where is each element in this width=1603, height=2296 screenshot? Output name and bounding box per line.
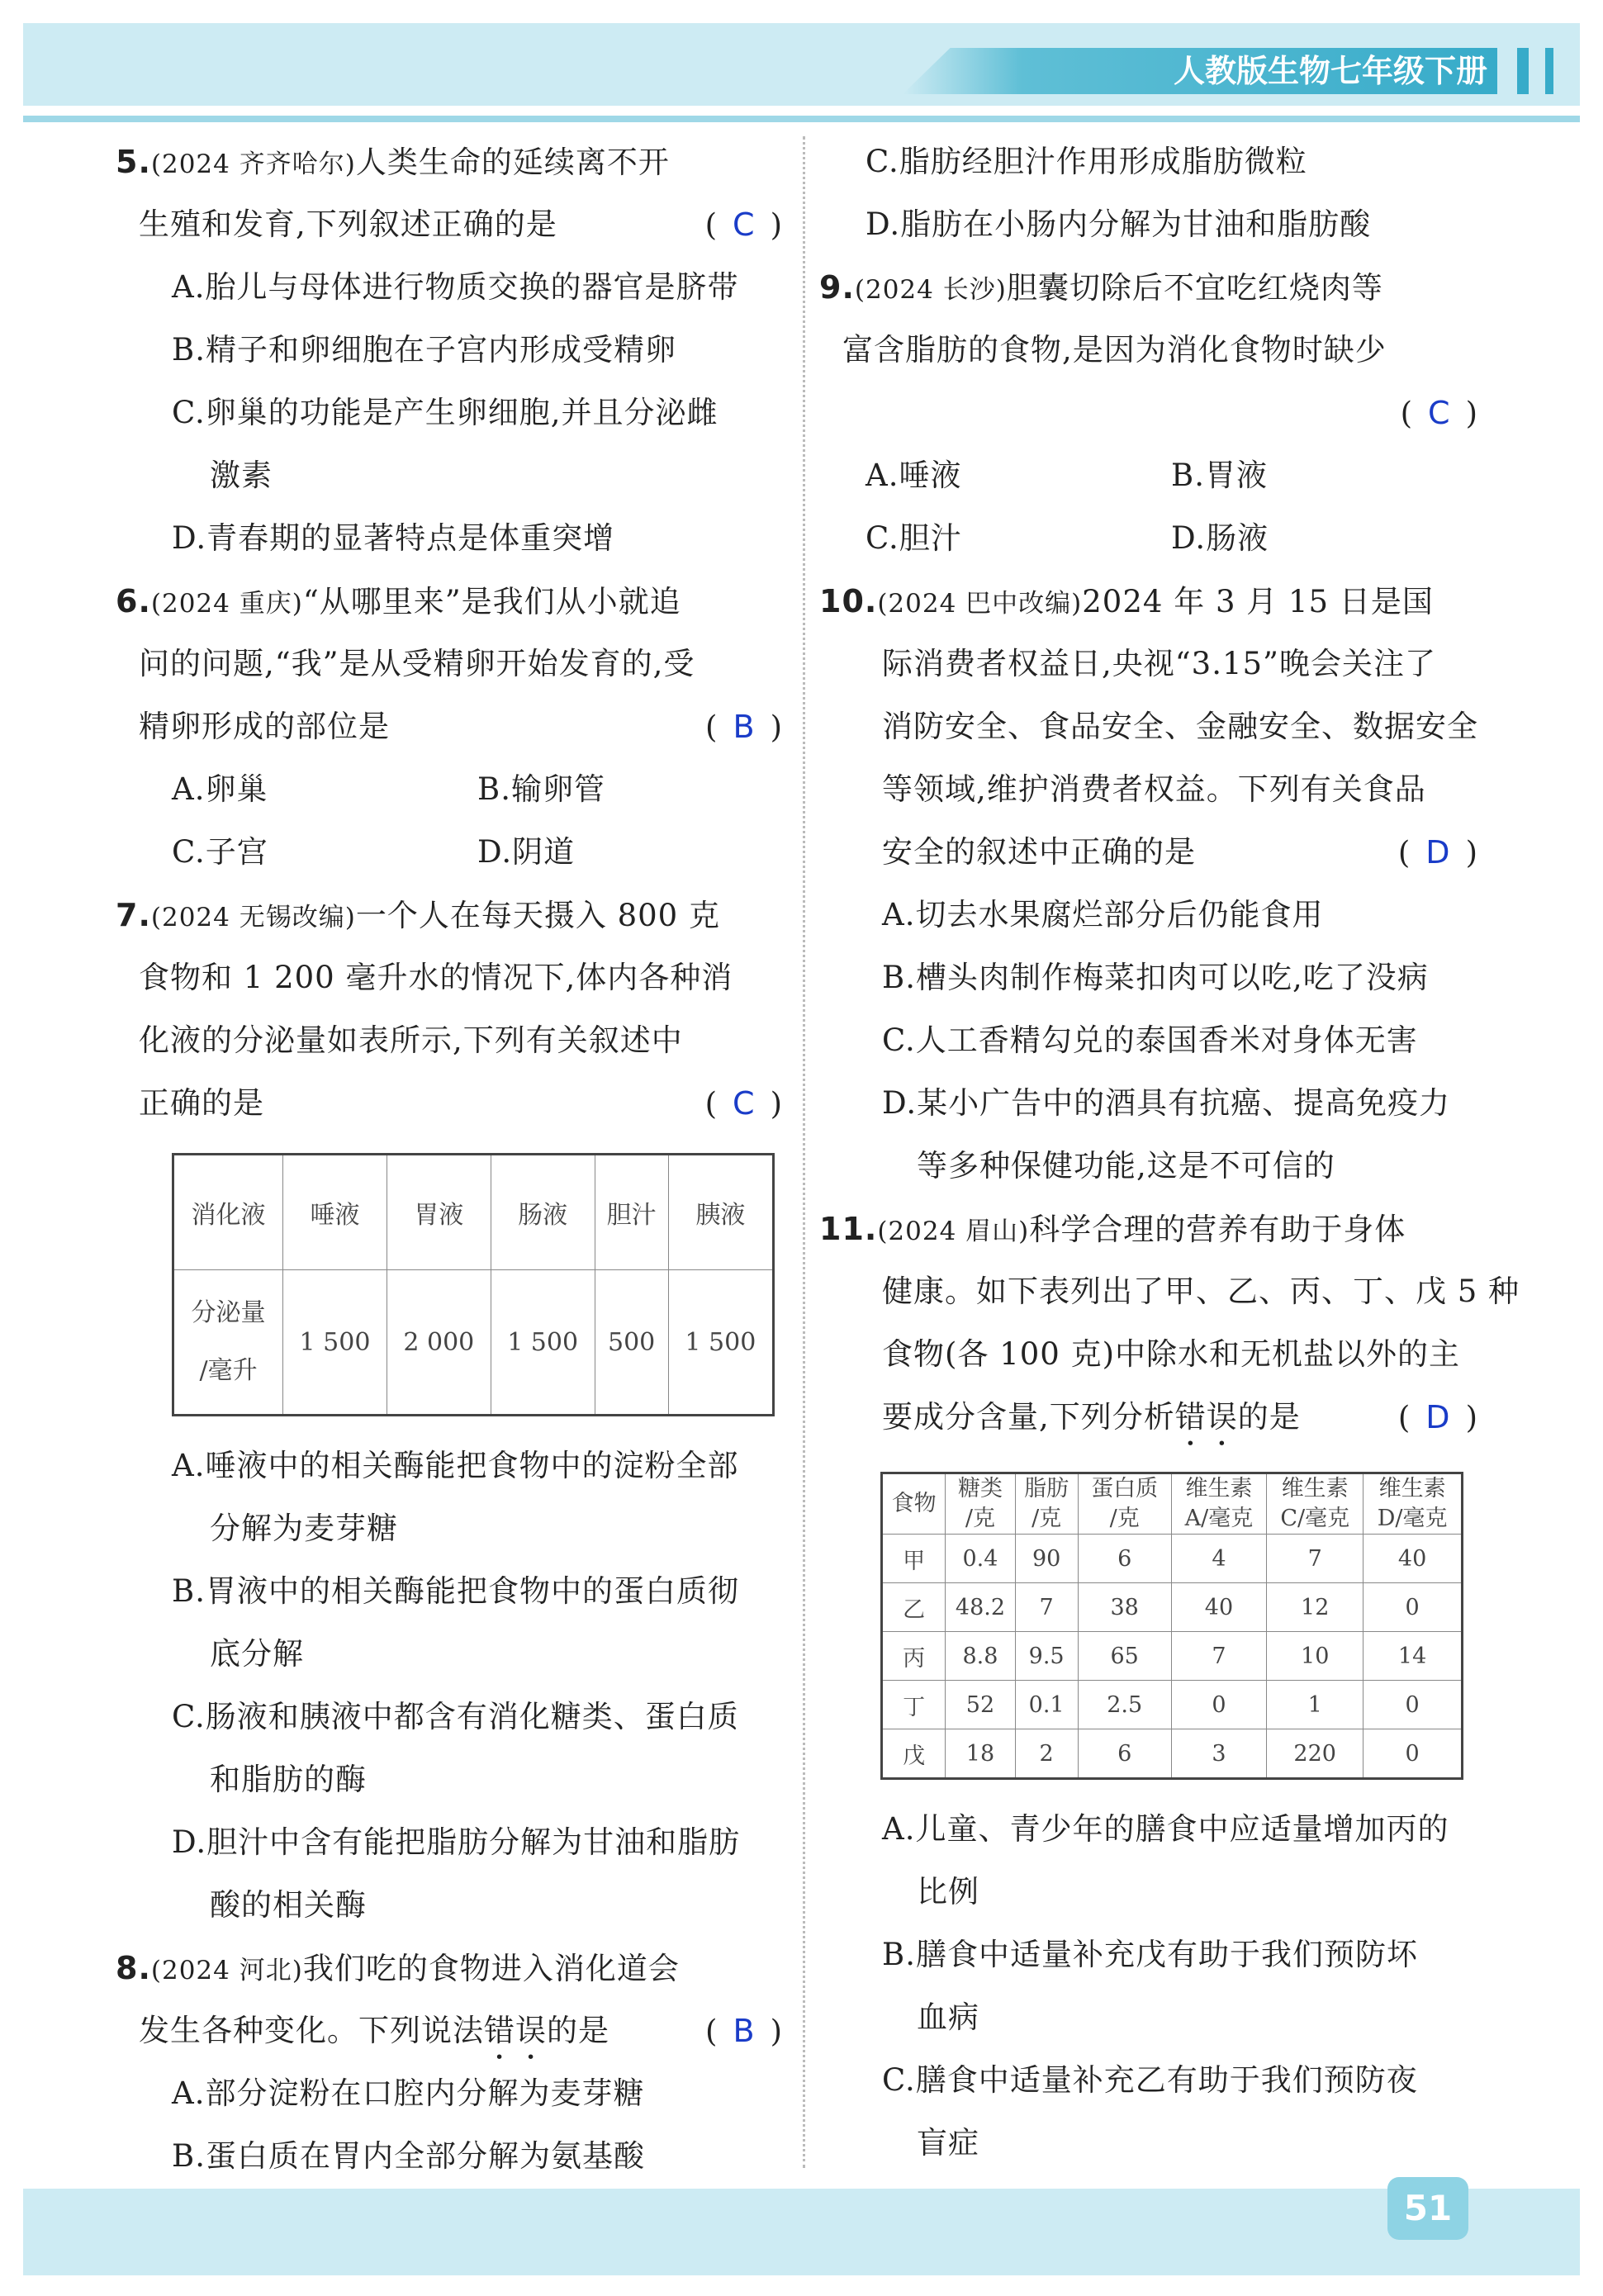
table-header: 胃液 <box>387 1155 491 1270</box>
option-b: B.输卵管 <box>477 771 605 807</box>
question-source: (2024 长沙) <box>854 275 1007 305</box>
question-text: 生殖和发育,下列叙述正确的是 <box>139 206 557 242</box>
question-number: 10. <box>819 583 878 619</box>
question-text: 正确的是 <box>139 1085 264 1121</box>
option-d: D.青春期的显著特点是体重突增 <box>172 520 615 556</box>
page-number: 51 <box>1387 2177 1468 2240</box>
table-cell: 18 <box>946 1729 1015 1779</box>
question-text: 发生各种变化。下列说法 <box>139 2013 484 2048</box>
question-source: (2024 无锡改编) <box>150 903 356 932</box>
question-text: 胆囊切除后不宜吃红烧肉等 <box>1006 270 1383 306</box>
table-cell: 38 <box>1078 1583 1171 1632</box>
table-cell: 3 <box>1171 1729 1266 1779</box>
question-text: 要成分含量,下列分析 <box>882 1399 1175 1435</box>
option-c: C.人工香精勾兑的泰国香米对身体无害 <box>882 1022 1418 1058</box>
table-header: 脂肪 /克 <box>1015 1473 1078 1535</box>
option-d-continued: 等多种保健功能,这是不可信的 <box>917 1148 1335 1184</box>
question-text: 消防安全、食品安全、金融安全、数据安全 <box>882 709 1478 744</box>
table-header: 消化液 <box>173 1155 283 1270</box>
answer-letter: B <box>733 709 756 745</box>
answer-letter: D <box>1425 834 1451 870</box>
table-cell: 7 <box>1015 1583 1078 1632</box>
table-cell: 500 <box>595 1270 668 1416</box>
option-a: A.唾液 <box>866 458 962 493</box>
question-text: 我们吃的食物进入消化道会 <box>302 1951 680 1986</box>
table-cell: 65 <box>1078 1632 1171 1681</box>
table-row-label: 分泌量 /毫升 <box>173 1270 283 1416</box>
table-row <box>882 1681 1463 1729</box>
question-text: 问的问题,“我”是从受精卵开始发育的,受 <box>139 646 695 681</box>
option-b-continued: 血病 <box>917 2000 979 2035</box>
table-cell: 6 <box>1078 1729 1171 1779</box>
option-b: B.蛋白质在胃内全部分解为氨基酸 <box>172 2138 645 2174</box>
question-9 <box>819 256 1478 570</box>
table-cell: 4 <box>1171 1535 1266 1583</box>
question-text: 化液的分泌量如表所示,下列有关叙述中 <box>139 1022 683 1058</box>
question-text: 一个人在每天摄入 800 克 <box>355 898 720 933</box>
option-d-continued: 酸的相关酶 <box>210 1887 367 1923</box>
food-nutrient-table <box>880 1472 1463 1780</box>
option-c: C.脂肪经胆汁作用形成脂肪微粒 <box>866 144 1307 179</box>
answer-bracket: ( C ) <box>704 206 783 243</box>
option-b: B.精子和卵细胞在子宫内形成受精卵 <box>172 332 676 368</box>
option-c: C.膳食中适量补充乙有助于我们预防夜 <box>882 2062 1418 2098</box>
left-column <box>116 130 783 2188</box>
table-cell: 0 <box>1363 1681 1463 1729</box>
table-row <box>882 1535 1463 1583</box>
question-source: (2024 齐齐哈尔) <box>150 149 356 179</box>
option-a-continued: 比例 <box>917 1874 979 1909</box>
header-band <box>23 23 1580 106</box>
answer-bracket: ( D ) <box>1397 834 1478 870</box>
option-c: C.胆汁 <box>866 520 962 556</box>
option-b-continued: 底分解 <box>210 1636 304 1672</box>
digestive-juice-table <box>172 1153 775 1416</box>
table-cell: 0.4 <box>946 1535 1015 1583</box>
option-b: B.膳食中适量补充戊有助于我们预防坏 <box>882 1937 1418 1972</box>
option-c-continued: 激素 <box>210 458 273 493</box>
table-cell: 40 <box>1363 1535 1463 1583</box>
table-cell: 2 000 <box>387 1270 491 1416</box>
option-b: B.槽头肉制作梅菜扣肉可以吃,吃了没病 <box>882 960 1429 995</box>
option-d: D.某小广告中的酒具有抗癌、提高免疫力 <box>882 1085 1451 1121</box>
question-text: 食物(各 100 克)中除水和无机盐以外的主 <box>882 1336 1461 1372</box>
header-stripe <box>1545 48 1553 94</box>
table-cell: 2 <box>1015 1729 1078 1779</box>
answer-bracket: ( C ) <box>1400 395 1478 431</box>
question-text: 人类生命的延续离不开 <box>355 145 670 180</box>
question-text: 食物和 1 200 毫升水的情况下,体内各种消 <box>139 960 733 995</box>
table-header: 维生素 C/毫克 <box>1267 1473 1363 1535</box>
answer-letter: C <box>733 1085 756 1122</box>
answer-bracket: ( D ) <box>1397 1399 1478 1435</box>
question-number: 5. <box>116 144 151 180</box>
option-b: B.胃液中的相关酶能把食物中的蛋白质彻 <box>172 1573 739 1609</box>
option-a: A.儿童、青少年的膳食中应适量增加丙的 <box>882 1811 1449 1847</box>
table-cell: 7 <box>1267 1535 1363 1583</box>
table-cell: 12 <box>1267 1583 1363 1632</box>
table-row <box>882 1729 1463 1779</box>
question-5 <box>116 130 783 570</box>
table-cell: 48.2 <box>946 1583 1015 1632</box>
table-cell: 0 <box>1363 1729 1463 1779</box>
right-column <box>819 130 1520 2175</box>
option-d: D.阴道 <box>477 834 576 870</box>
table-cell: 2.5 <box>1078 1681 1171 1729</box>
header-stripe <box>1517 48 1529 94</box>
option-c: C.肠液和胰液中都含有消化糖类、蛋白质 <box>172 1699 739 1734</box>
question-text: 健康。如下表列出了甲、乙、丙、丁、戊 5 种 <box>882 1274 1520 1309</box>
answer-letter: C <box>733 206 756 243</box>
table-cell: 1 500 <box>668 1270 773 1416</box>
option-a: A.切去水果腐烂部分后仍能食用 <box>882 897 1324 932</box>
question-7 <box>116 884 783 1937</box>
table-cell: 1 500 <box>283 1270 387 1416</box>
answer-letter: B <box>733 2013 756 2049</box>
table-header: 蛋白质 /克 <box>1078 1473 1171 1535</box>
table-cell: 14 <box>1363 1632 1463 1681</box>
book-title: 人教版生物七年级下册 <box>1173 53 1487 89</box>
question-8 <box>116 1937 783 2188</box>
table-header: 肠液 <box>491 1155 595 1270</box>
question-number: 6. <box>116 583 151 619</box>
option-d: D.胆汁中含有能把脂肪分解为甘油和脂肪 <box>172 1824 741 1860</box>
question-source: (2024 巴中改编) <box>877 589 1083 619</box>
table-cell: 0.1 <box>1015 1681 1078 1729</box>
question-10 <box>819 570 1478 1198</box>
table-cell: 7 <box>1171 1632 1266 1681</box>
header-underline <box>23 116 1580 122</box>
table-cell: 10 <box>1267 1632 1363 1681</box>
question-number: 7. <box>116 897 151 933</box>
option-a: A.胎儿与母体进行物质交换的器官是脐带 <box>172 269 739 305</box>
question-source: (2024 重庆) <box>150 589 303 619</box>
table-cell: 9.5 <box>1015 1632 1078 1681</box>
answer-bracket: ( C ) <box>704 1085 783 1122</box>
question-text: “从哪里来”是我们从小就追 <box>302 584 681 619</box>
table-header: 糖类 /克 <box>946 1473 1015 1535</box>
table-header: 胆汁 <box>595 1155 668 1270</box>
table-row <box>882 1583 1463 1632</box>
option-c: C.卵巢的功能是产生卵细胞,并且分泌雌 <box>172 395 719 430</box>
table-header: 胰液 <box>668 1155 773 1270</box>
answer-bracket: ( B ) <box>705 2013 783 2049</box>
question-text: 安全的叙述中正确的是 <box>882 834 1196 870</box>
table-cell: 甲 <box>882 1535 946 1583</box>
question-text: 富含脂肪的食物,是因为消化食物时缺少 <box>842 332 1387 368</box>
question-text: 的是 <box>1237 1399 1301 1435</box>
question-number: 11. <box>819 1211 878 1247</box>
table-cell: 90 <box>1015 1535 1078 1583</box>
option-a: A.卵巢 <box>172 771 268 807</box>
question-text: 等领域,维护消费者权益。下列有关食品 <box>882 771 1426 807</box>
option-c-continued: 和脂肪的酶 <box>210 1762 367 1797</box>
table-cell: 8.8 <box>946 1632 1015 1681</box>
option-a: A.唾液中的相关酶能把食物中的淀粉全部 <box>172 1448 739 1483</box>
option-c-continued: 盲症 <box>917 2125 979 2161</box>
footer-band <box>23 2189 1580 2275</box>
option-d: D.脂肪在小肠内分解为甘油和脂肪酸 <box>866 206 1372 242</box>
column-divider <box>803 136 805 2168</box>
emphasis-word: 错误 <box>1174 1399 1238 1435</box>
option-c: C.子宫 <box>172 834 268 870</box>
question-text: 科学合理的营养有助于身体 <box>1029 1212 1406 1247</box>
table-cell: 丙 <box>882 1632 946 1681</box>
answer-letter: D <box>1425 1399 1451 1435</box>
table-cell: 1 <box>1267 1681 1363 1729</box>
question-source: (2024 眉山) <box>877 1217 1030 1246</box>
emphasis-word: 错误 <box>484 2013 547 2048</box>
question-text: 的是 <box>547 2013 609 2048</box>
question-source: (2024 河北) <box>150 1956 303 1985</box>
table-cell: 40 <box>1171 1583 1266 1632</box>
option-b: B.胃液 <box>1171 458 1268 493</box>
question-text: 际消费者权益日,央视“3.15”晚会关注了 <box>882 646 1436 681</box>
table-header: 维生素 D/毫克 <box>1363 1473 1463 1535</box>
question-6 <box>116 570 783 884</box>
option-a-continued: 分解为麦芽糖 <box>210 1511 398 1546</box>
table-header: 维生素 A/毫克 <box>1171 1473 1266 1535</box>
question-11 <box>819 1198 1520 2175</box>
table-row <box>882 1632 1463 1681</box>
option-d: D.肠液 <box>1171 520 1269 556</box>
table-cell: 1 500 <box>491 1270 595 1416</box>
question-text: 精卵形成的部位是 <box>139 709 390 744</box>
question-text: 2024 年 3 月 15 日是国 <box>1082 584 1434 619</box>
table-cell: 0 <box>1171 1681 1266 1729</box>
table-header: 唾液 <box>283 1155 387 1270</box>
table-cell: 戊 <box>882 1729 946 1779</box>
table-cell: 乙 <box>882 1583 946 1632</box>
option-a: A.部分淀粉在口腔内分解为麦芽糖 <box>172 2075 645 2111</box>
table-cell: 0 <box>1363 1583 1463 1632</box>
table-cell: 220 <box>1267 1729 1363 1779</box>
table-cell: 52 <box>946 1681 1015 1729</box>
table-cell: 丁 <box>882 1681 946 1729</box>
table-cell: 6 <box>1078 1535 1171 1583</box>
answer-letter: C <box>1428 395 1451 431</box>
question-number: 9. <box>819 269 855 306</box>
answer-bracket: ( B ) <box>705 709 783 745</box>
table-header: 食物 <box>882 1473 946 1535</box>
question-number: 8. <box>116 1950 151 1986</box>
